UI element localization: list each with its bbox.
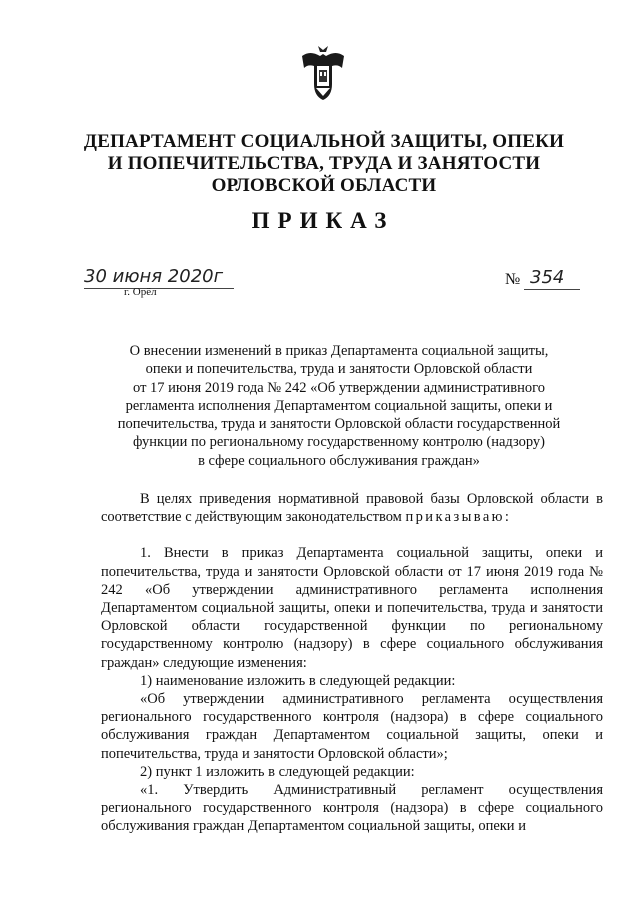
subitem-1-text: «Об утверждении административного регламента осуществления регионального государственного контроля (надзора) в сфере социального обслуживания граждан Департаментом социальной защиты, опеки и попечительства, труда и занятости Орловской области»; bbox=[101, 691, 603, 762]
subject-line: в сфере социального обслуживания граждан» bbox=[198, 452, 480, 469]
city-label: г. Орёл bbox=[124, 286, 157, 298]
subject-line: попечительства, труда и занятости Орловской области государственной bbox=[117, 416, 561, 433]
dept-line-1: ДЕПАРТАМЕНТ СОЦИАЛЬНОЙ ЗАЩИТЫ, ОПЕКИ bbox=[83, 131, 565, 152]
subject-line: регламента исполнения Департаментом социальной защиты, опеки и bbox=[125, 397, 553, 414]
dept-line-2: И ПОПЕЧИТЕЛЬСТВА, ТРУДА И ЗАНЯТОСТИ bbox=[107, 153, 541, 174]
order-subject bbox=[100, 342, 578, 470]
dept-line-3: ОРЛОВСКОЙ ОБЛАСТИ bbox=[211, 175, 437, 196]
order-body bbox=[101, 490, 603, 836]
subitem-1-heading: 1) наименование изложить в следующей редакции: bbox=[140, 672, 456, 689]
subject-line: О внесении изменений в приказ Департамента социальной защиты, bbox=[129, 343, 549, 359]
subitem-2-heading: 2) пункт 1 изложить в следующей редакции: bbox=[140, 763, 415, 780]
subitem-2-text: «1. Утвердить Административный регламент осуществления регионального государственного контроля (надзора) в сфере социального обслуживания граждан Департаментом социальной защиты, опеки и bbox=[101, 782, 603, 835]
coat-of-arms-emblem bbox=[298, 44, 348, 102]
number-underline bbox=[524, 289, 580, 290]
department-title bbox=[60, 131, 588, 197]
date-underline bbox=[84, 288, 234, 289]
number-label: № bbox=[505, 271, 521, 288]
subject-line: опеки и попечительства, труда и занятости Орловской области bbox=[145, 361, 533, 378]
item-1-paragraph: 1. Внести в приказ Департамента социальной защиты, опеки и попечительства, труда и занятости Орловской области от 17 июня 2019 года № 242 «Об утверждении административного регламента исполнения Департаментом социальной защиты, опеки и попечительства, труда и занятости Орловской области государственной функции по региональному государственному контролю (надзору) в сфере социального обслуживания граждан» следующие изменения: bbox=[101, 545, 603, 671]
handwritten-number: 354 bbox=[530, 267, 565, 288]
preamble-keyword: приказываю: bbox=[405, 509, 512, 526]
preamble-paragraph bbox=[101, 490, 603, 526]
preamble-text: В целях приведения нормативной правовой базы Орловской области в соответствие с действующим законодательством bbox=[101, 491, 603, 526]
document-type-title: ПРИКАЗ bbox=[251, 208, 395, 233]
handwritten-date: 30 июня 2020г bbox=[84, 266, 224, 287]
subject-line: от 17 июня 2019 года № 242 «Об утверждении административного bbox=[133, 379, 545, 396]
subject-line: функции по региональному государственному контролю (надзору) bbox=[132, 434, 546, 451]
